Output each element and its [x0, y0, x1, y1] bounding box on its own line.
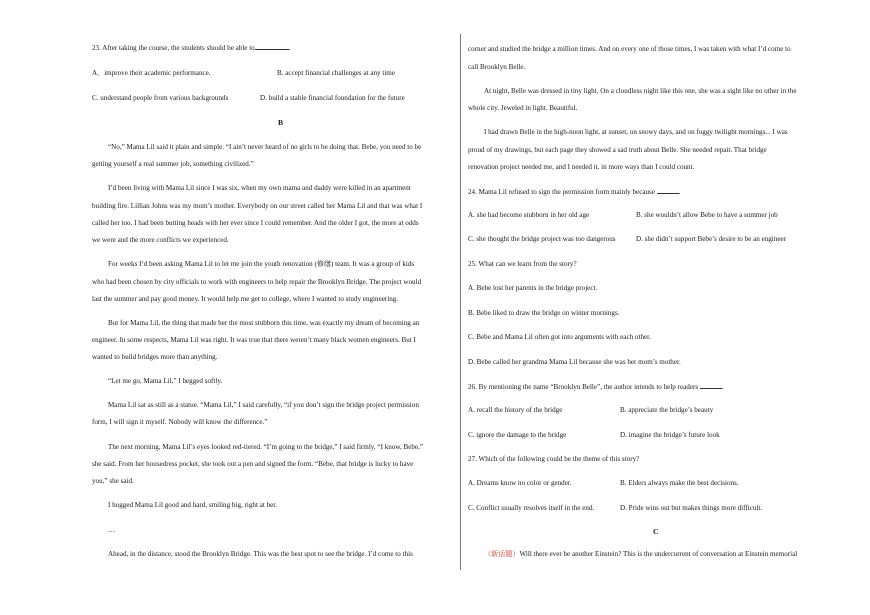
paragraph-line: The next morning, Mama Lil’s eyes looked red-tiered. “I’m going to the bridge,” I said firmly. “I know, Bebe,” — [108, 443, 424, 451]
paragraph-line: form, I will sign it myself. Nobody will know the difference.” — [92, 418, 268, 426]
q27-option-a: A. Dreams know no color or gender. — [468, 479, 572, 487]
paragraph-line: proud of my drawings, but each page they showed a sad truth about Belle. She needed repair. That bridge — [468, 146, 767, 154]
q23-stem: 23. After taking the course, the students should be able to . — [92, 44, 291, 52]
paragraph-line: “Let me go, Mama Lil,” I begged softly. — [108, 377, 223, 385]
paragraph-line: corner and studied the bridge a million times. And on every one of those times, I was taken with what I’d come to — [468, 45, 791, 53]
paragraph-line: who had been chosen by city officials to work with engineers to help repair the Brooklyn Bridge. The project would — [92, 278, 422, 286]
answer-blank — [657, 187, 679, 194]
paragraph-line: “No,” Mama Lil said it plain and simple. “I ain’t never heard of no girls to be doing that. Bebe, you need to be — [108, 143, 422, 151]
paragraph-line: For weeks I’d been asking Mama Lil to let me join the youth renovation (修缮) team. It was a group of kids — [108, 260, 415, 268]
q23-option-a: A．improve their academic performance. — [92, 69, 211, 77]
new-topic-tag: （新话题） — [484, 550, 520, 558]
paragraph-line: At night, Belle was dressed in tiny light. On a cloudless night like this one, she was a sight like no other in the — [484, 87, 797, 95]
paragraph-line: wanted to build bridges more than anything. — [92, 353, 218, 361]
paragraph-line: Ahead, in the distance, stood the Brooklyn Bridge. This was the best spot to see the bridge. I’d come to this — [108, 550, 413, 558]
q27-option-d: D. Pride wins out but makes things more difficult. — [620, 504, 763, 512]
column-divider — [460, 34, 461, 570]
q26-stem: 26. By mentioning the name “Brooklyn Belle”, the author intends to help readers . — [468, 383, 724, 391]
paragraph-line: called her too. I had been butting heads with her ever since I could remember. And the older I got, the more at odds — [92, 219, 419, 227]
paragraph-line: call Brooklyn Belle. — [468, 63, 526, 71]
q25-option-a: A. Bebe lost her parents in the bridge project. — [468, 284, 598, 292]
paragraph-line: I hugged Mama Lil good and hard, smiling big, right at her. — [108, 501, 278, 509]
paragraph-line: building fire. Lillian Johns was my mom’s mother. Everybody on our street called her Mama Lil and that was what I — [92, 202, 423, 210]
q25-option-d: D. Bebe called her grandma Mama Lil because she was her mom’s mother. — [468, 358, 681, 366]
paragraph-line: Mama Lil sat as still as a statue. “Mama Lil,” I said carefully, “if you don’t sign the bridge project permission — [108, 401, 419, 409]
q27-stem: 27. Which of the following could be the theme of this story? — [468, 455, 640, 463]
q26-option-c: C. ignore the damage to the bridge — [468, 431, 567, 439]
paragraph-line: I had drawn Belle in the high-noon light, at sunset, on snowy days, and on foggy twilight mornings... I was — [484, 128, 788, 136]
q24-stem: 24. Mama Lil refused to sign the permission form mainly because . — [468, 188, 681, 196]
q26-option-a: A. recall the history of the bridge — [468, 406, 563, 414]
q23-option-b: B. accept financial challenges at any time — [277, 69, 395, 77]
q24-option-b: B. she wouldn’t allow Bebe to have a summer job — [636, 211, 778, 219]
q23-option-d: D. build a stable financial foundation for the future — [260, 94, 405, 102]
answer-blank — [255, 43, 289, 50]
paragraph-line: engineer. In some respects, Mama Lil was right. It was true that there weren’t many black women engineers. But I — [92, 336, 416, 344]
q26-option-d: D. imagine the bridge’s future look — [620, 431, 720, 439]
answer-blank — [700, 382, 722, 389]
paragraph-line: she said. From her housedress pocket, she took out a pen and signed the form. “Bebe, that bridge is lucky to have — [92, 460, 414, 468]
q25-stem: 25. What can we learn from the story? — [468, 260, 577, 268]
paragraph-line: we were and the more conflicts we experienced. — [92, 236, 229, 244]
q26-option-b: B. appreciate the bridge’s beauty — [620, 406, 714, 414]
ellipsis: … — [108, 526, 116, 534]
q25-option-b: B. Bebe liked to draw the bridge on winter mornings. — [468, 309, 620, 317]
q24-option-d: D. she didn’t support Bebe’s desire to be an engineer — [636, 235, 786, 243]
q24-option-a: A. she had become stubborn in her old age — [468, 211, 590, 219]
paragraph-line: last the summer and pay good money. It would help me get to college, where I wanted to study engineering. — [92, 295, 399, 303]
q27-option-b: B. Elders always make the best decisions. — [620, 479, 739, 487]
q27-option-c: C. Conflict usually resolves itself in the end. — [468, 504, 595, 512]
section-heading-b: B — [278, 118, 284, 127]
paragraph-line: But for Mama Lil, the thing that made her the most stubborn this time, was exactly my dream of becoming an — [108, 319, 420, 327]
q24-option-c: C. she thought the bridge project was too dangerous — [468, 235, 616, 243]
q23-option-c: C. understand people from various backgrounds — [92, 94, 229, 102]
section-heading-c: C — [653, 527, 659, 536]
paragraph-line: I’d been living with Mama Lil since I was six, when my own mama and daddy were killed in an apartment — [108, 184, 411, 192]
paragraph-line: you,” she said. — [92, 477, 134, 485]
q25-option-c: C. Bebe and Mama Lil often got into arguments with each other. — [468, 333, 651, 341]
paragraph-line: whole city. Jeweled in light. Beautiful. — [468, 104, 578, 112]
paragraph-line: renovation project needed me, and I needed it, in more ways than I could count. — [468, 163, 695, 171]
paragraph-line: getting yourself a real summer job, something civilized.” — [92, 160, 254, 168]
passage-c-first-line: （新话题）Will there ever be another Einstein? This is the undercurrent of conversation at Einstein memorial — [484, 550, 798, 558]
